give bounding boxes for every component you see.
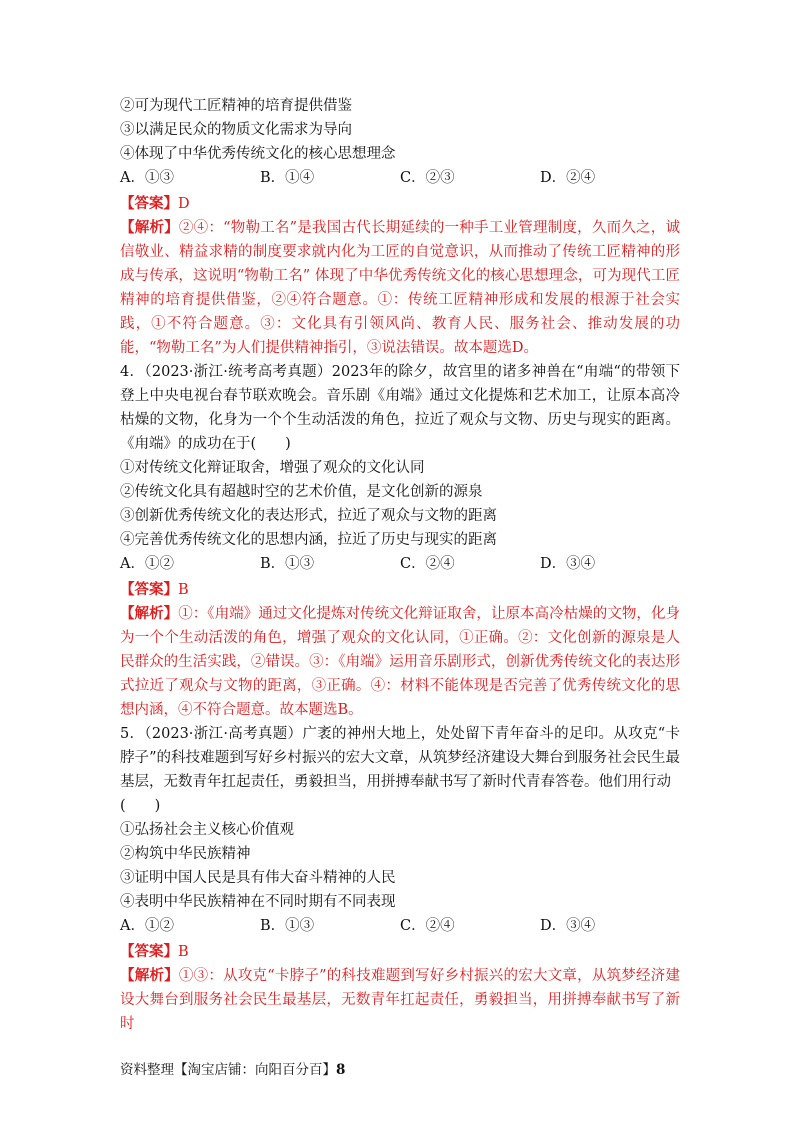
q4-answer-tag: 【答案】 <box>120 581 178 598</box>
q4-stem: 4．（2023·浙江·统考高考真题）2023年的除夕，故宫里的诸多神兽在“甪端“的带领下登上中央电视台春节联欢晚会。音乐剧《甪端》通过文化提炼和艺术加工，让原本高冷枯燥的文物，化身为一个个生动活泼的角色，拉近了观众与文物、历史与现实的距离。《甪端》的成功在于( ) <box>120 364 680 452</box>
page-footer <box>120 1060 345 1080</box>
q3-statement-3: ③以满足民众的物质文化需求为导向 <box>120 122 352 138</box>
q3-statement-2: ②可为现代工匠精神的培育提供借鉴 <box>120 98 352 114</box>
page-content <box>120 94 680 1036</box>
q3-option-c: C．②③ <box>400 170 455 186</box>
q4-answer <box>120 578 680 602</box>
q5-stem-tail: ( ) <box>120 798 161 814</box>
q5-stem: 5．（2023·浙江·高考真题）广袤的神州大地上，处处留下青年奋斗的足印。从攻克“卡脖子”的科技难题到写好乡村振兴的宏大文章，从筑梦经济建设大舞台到服务社会民生最基层，无数青年扛起责任，勇毅担当，用拼搏奉献书写了新时代青春答卷。他们用行动 <box>120 726 680 790</box>
q5-option-d: D．③④ <box>540 918 596 934</box>
q5-option-a: A．①② <box>120 918 174 934</box>
q3-answer-value: D <box>178 196 190 212</box>
q4-option-c: C．②④ <box>400 556 455 572</box>
q5-analysis-text: ①③：从攻克“卡脖子”的科技难题到写好乡村振兴的宏大文章，从筑梦经济建设大舞台到服务社会民生最基层，无数青年扛起责任，勇毅担当，用拼搏奉献书写了新时 <box>120 968 681 1032</box>
q3-analysis-tag: 【解析】 <box>120 219 179 236</box>
q3-options <box>120 166 680 190</box>
q3-option-b: B．①④ <box>260 170 315 186</box>
q5-statement-1: ①弘扬社会主义核心价值观 <box>120 822 294 838</box>
q5-answer-tag: 【答案】 <box>120 943 178 960</box>
q5-option-c: C．②④ <box>400 918 455 934</box>
q5-analysis-tag: 【解析】 <box>120 967 179 984</box>
q4-analysis-text: ①：《甪端》通过文化提炼对传统文化辩证取舍，让原本高冷枯燥的文物，化身为一个个生动活泼的角色，增强了观众的文化认同，①正确。②：文化创新的源泉是人民群众的生活实践，②错误。③：《甪端》运用音乐剧形式，创新优秀传统文化的表达形式拉近了观众与文物的距离，③正确。④：材料不能体现是否完善了优秀传统文化的思想内涵，④不符合题意。故本题选B。 <box>120 606 681 718</box>
q4-option-d: D．③④ <box>540 556 596 572</box>
q4-options <box>120 552 680 576</box>
q3-option-d: D．②④ <box>540 170 596 186</box>
q3-analysis-text: ②④：“物勒工名”是我国古代长期延续的一种手工业管理制度，久而久之，诚信敬业、精益求精的制度要求就内化为工匠的自觉意识，从而推动了传统工匠精神的形成与传承，这说明“物勒工名” 体现了中华优秀传统文化的核心思想理念，可为现代工匠精神的培育提供借鉴，②④符合题意。①：传统工匠精神形成和发展的根源于社会实践，①不符合题意。③：文化具有引领风尚、教育人民、服务社会、推动发展的功能，“物勒工名”为人们提供精神指引，③说法错误。故本题选D。 <box>120 220 681 356</box>
q3-analysis <box>120 216 680 360</box>
q5-answer <box>120 940 680 964</box>
q4-option-a: A．①② <box>120 556 174 572</box>
q5-options <box>120 914 680 938</box>
q4-statement-2: ②传统文化具有超越时空的艺术价值，是文化创新的源泉 <box>120 484 483 500</box>
q3-answer <box>120 192 680 216</box>
q4-answer-value: B <box>178 582 189 598</box>
q3-statement-4: ④体现了中华优秀传统文化的核心思想理念 <box>120 146 396 162</box>
q5-analysis <box>120 964 680 1036</box>
q3-answer-tag: 【答案】 <box>120 195 178 212</box>
q4-statement-3: ③创新优秀传统文化的表达形式，拉近了观众与文物的距离 <box>120 508 497 524</box>
q4-option-b: B．①③ <box>260 556 315 572</box>
q5-answer-value: B <box>178 944 189 960</box>
q5-statement-4: ④表明中华民族精神在不同时期有不同表现 <box>120 894 396 910</box>
q4-statement-1: ①对传统文化辩证取舍，增强了观众的文化认同 <box>120 460 425 476</box>
q3-option-a: A．①③ <box>120 170 174 186</box>
q4-analysis-tag: 【解析】 <box>120 605 179 622</box>
page-number: 8 <box>336 1062 346 1078</box>
q4-statement-4: ④完善优秀传统文化的思想内涵，拉近了历史与现实的距离 <box>120 532 497 548</box>
q5-statement-3: ③证明中国人民是具有伟大奋斗精神的人民 <box>120 870 396 886</box>
q5-option-b: B．①③ <box>260 918 315 934</box>
q4-analysis <box>120 602 680 722</box>
footer-text: 资料整理【淘宝店铺：向阳百分百】 <box>120 1062 336 1078</box>
q5-statement-2: ②构筑中华民族精神 <box>120 846 251 862</box>
